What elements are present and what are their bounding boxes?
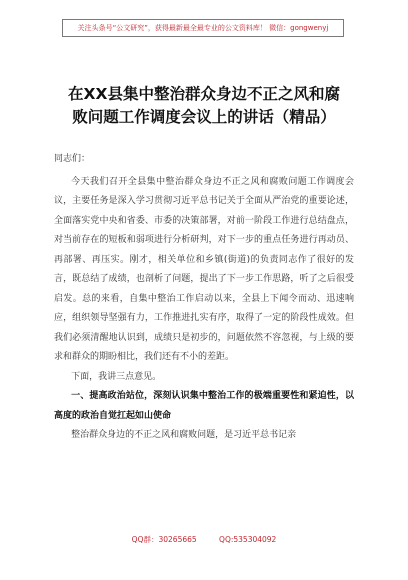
header-banner: 关注头条号“公文研究”，获得最新最全最专业的公文资料库！ 微信：gongwenyj <box>62 19 344 37</box>
paragraph-section-1: 整治群众身边的不正之风和腐败问题，是习近平总书记亲 <box>71 430 297 440</box>
footer-qq-group: QQ群：30265665 <box>131 535 197 544</box>
paragraph-intro: 今天我们召开全县集中整治群众身边不正之风和腐败问题工作调度会议，主要任务是深入学习贯彻习近平总书记关于全面从严治党的重要论述，全面落实党中央和省委、市委的决策部署，对前一阶段工作进行总结盘点，对当前存在的短板和弱项进行分析研判，对下一步的重点任务进行再动员、再部署、再压实。刚才，相关单位和乡镇(街道)的负责同志作了很好的发言，既总结了成绩，也剖析了问题，提出了下一步工作思路，听了之后很受启发。总的来看，自集中整治工作启动以来，全县上下闻令而动、迅速响应，组织领导坚强有力，工作推进扎实有序，取得了一定的阶段性成效。但我们必须清醒地认识到，成绩只是初步的，问题依然不容忽视，与上级的要求和群众的期盼相比，我们还有不小的差距。 <box>54 176 354 362</box>
footer <box>0 534 408 545</box>
page-title <box>50 83 358 129</box>
greeting: 同志们： <box>54 154 91 164</box>
document-body <box>54 150 354 446</box>
title-line-1: 在XX县集中整治群众身边不正之风和腐 <box>68 85 340 103</box>
title-line-2: 败问题工作调度会议上的讲话（精品） <box>72 108 336 126</box>
footer-qq: QQ:535304092 <box>219 535 277 544</box>
section-heading-1: 一、提高政治站位，深刻认识集中整治工作的极端重要性和紧迫性，以高度的政治自觉扛起如山使命 <box>54 391 354 421</box>
paragraph-outline: 下面，我讲三点意见。 <box>71 371 162 382</box>
